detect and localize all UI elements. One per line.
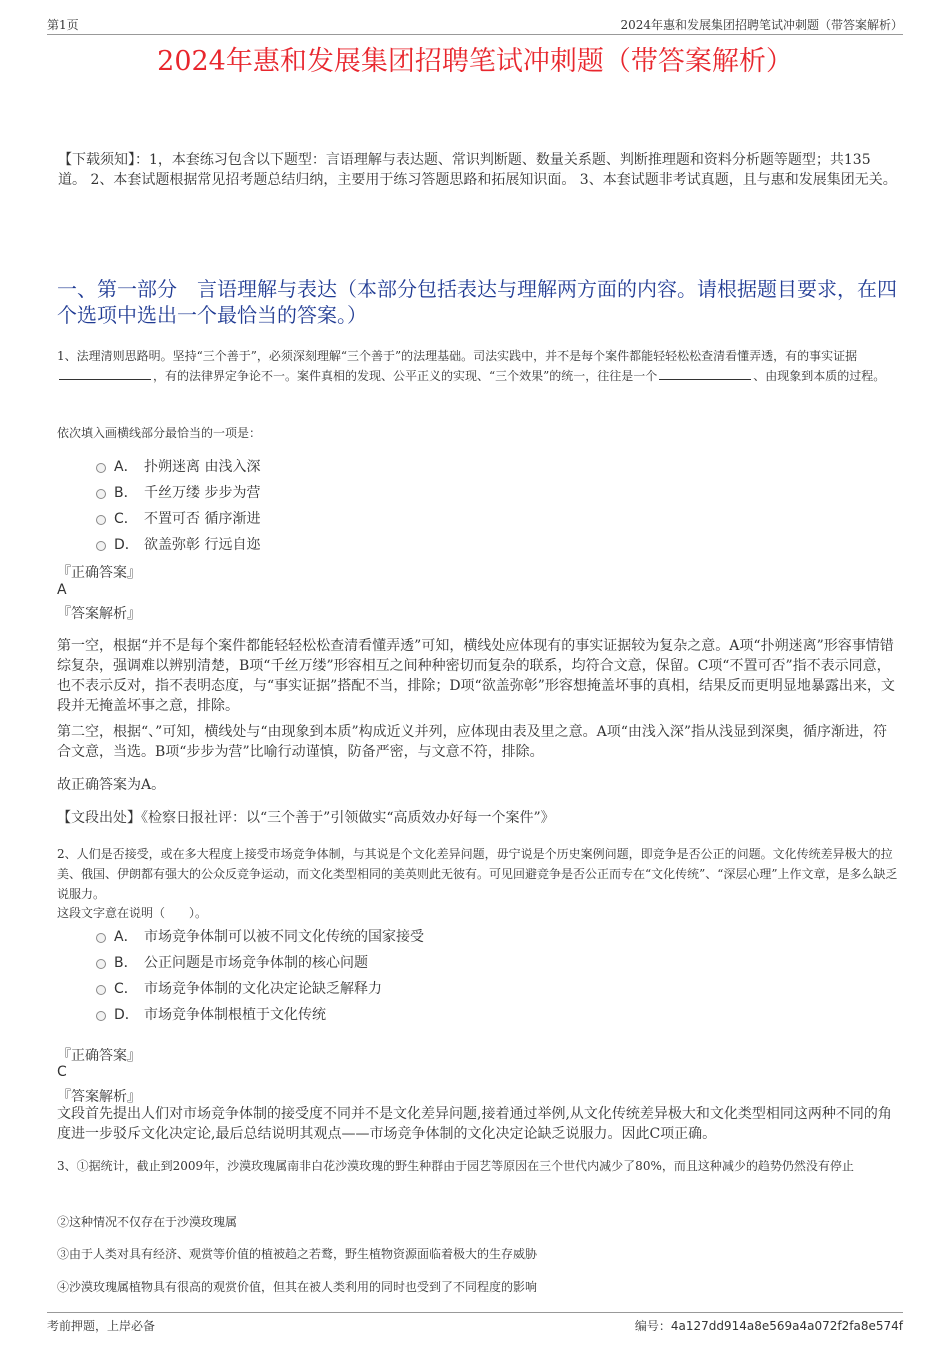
correct-answer-label: 『正确答案』 bbox=[57, 1048, 141, 1064]
question-1-option-d[interactable]: D． 欲盖弥彰 行远自迩 bbox=[96, 534, 260, 554]
radio-icon[interactable] bbox=[96, 959, 106, 969]
analysis-label: 『答案解析』 bbox=[57, 1089, 141, 1105]
page-number: 第1页 bbox=[47, 18, 79, 32]
radio-icon[interactable] bbox=[96, 985, 106, 995]
question-1-option-b[interactable]: B． 千丝万缕 步步为营 bbox=[96, 482, 260, 502]
header-doc-title: 2024年惠和发展集团招聘笔试冲刺题（带答案解析） bbox=[620, 18, 903, 32]
radio-icon[interactable] bbox=[96, 933, 106, 943]
document-title: 2024年惠和发展集团招聘笔试冲刺题（带答案解析） bbox=[157, 46, 793, 77]
question-2-option-a[interactable]: A． 市场竞争体制可以被不同文化传统的国家接受 bbox=[96, 926, 424, 946]
correct-answer: C bbox=[57, 1064, 67, 1080]
analysis-paragraph-1: 第一空，根据“并不是每个案件都能轻轻松松查清看懂弄透”可知，横线处应体现有的事实证据较为复杂之意。A项“扑朔迷离”形容事情错综复杂，强调难以辨别清楚，B项“千丝万缕”形容相互之间种种密切而复杂的联系，均符合文意，保留。C项“不置可否”指不表示同意，也不表示反对，指不表明态度，与“事实证据”搭配不当，排除；D项“欲盖弥彰”形容想掩盖坏事的真相，结果反而更明显地暴露出来，文段并无掩盖坏事之意，排除。 bbox=[57, 638, 895, 714]
correct-answer-label: 『正确答案』 bbox=[57, 565, 141, 581]
question-1-prompt: 依次填入画横线部分最恰当的一项是： bbox=[57, 426, 262, 440]
radio-icon[interactable] bbox=[96, 463, 106, 473]
radio-icon[interactable] bbox=[96, 515, 106, 525]
question-1-option-a[interactable]: A． 扑朔迷离 由浅入深 bbox=[96, 456, 260, 476]
document-id: 编号：4a127dd914a8e569a4a072f2fa8e574f bbox=[634, 1319, 903, 1333]
passage-source: 【文段出处】《检察日报社评：以“三个善于”引领做实“高质效办好每一个案件”》 bbox=[57, 810, 555, 826]
radio-icon[interactable] bbox=[96, 541, 106, 551]
question-3-sentence-2: ②这种情况不仅存在于沙漠玫瑰属 bbox=[57, 1215, 238, 1229]
question-3-sentence-3: ③由于人类对具有经济、观赏等价值的植被趋之若鹜，野生植物资源面临着极大的生存威胁 bbox=[57, 1247, 538, 1261]
download-notice: 【下载须知】：1，本套练习包含以下题型：言语理解与表达题、常识判断题、数量关系题、判断推理题和资料分析题等题型；共135道。 2、本套试题根据常见招考题总结归纳，主要用于练习答题思路和拓展知识面。 3、本套试题非考试真题，且与惠和发展集团无关。 bbox=[58, 152, 897, 188]
analysis-label: 『答案解析』 bbox=[57, 606, 141, 622]
page-footer bbox=[47, 1312, 903, 1335]
section-heading: 一、第一部分 言语理解与表达（本部分包括表达与理解两方面的内容。请根据题目要求，在四个选项中选出一个最恰当的答案。） bbox=[57, 277, 897, 327]
question-2-option-d[interactable]: D． 市场竞争体制根植于文化传统 bbox=[96, 1004, 326, 1024]
question-1-option-c[interactable]: C． 不置可否 循序渐进 bbox=[96, 508, 260, 528]
radio-icon[interactable] bbox=[96, 1011, 106, 1021]
footer-slogan: 考前押题，上岸必备 bbox=[47, 1319, 156, 1333]
correct-answer: A bbox=[57, 582, 67, 598]
question-3-sentence-1: 3、①据统计，截止到2009年，沙漠玫瑰属南非白花沙漠玫瑰的野生种群由于园艺等原因在三个世代内减少了80%，而且这种减少的趋势仍然没有停止 bbox=[57, 1159, 854, 1173]
fill-blank-1 bbox=[59, 367, 151, 380]
question-2-option-b[interactable]: B． 公正问题是市场竞争体制的核心问题 bbox=[96, 952, 368, 972]
analysis-conclusion: 故正确答案为A。 bbox=[57, 777, 166, 793]
analysis-paragraph: 文段首先提出人们对市场竞争体制的接受度不同并不是文化差异问题,接着通过举例,从文化传统差异极大和文化类型相同这两种不同的角度进一步驳斥文化决定论,最后总结说明其观点——市场竞争体制的文化决定论缺乏说服力。因此C项正确。 bbox=[57, 1106, 892, 1142]
question-2-option-c[interactable]: C． 市场竞争体制的文化决定论缺乏解释力 bbox=[96, 978, 382, 998]
fill-blank-2 bbox=[659, 367, 751, 380]
page-header bbox=[47, 14, 903, 35]
question-3-sentence-4: ④沙漠玫瑰属植物具有很高的观赏价值，但其在被人类利用的同时也受到了不同程度的影响 bbox=[57, 1280, 538, 1294]
question-2-stem: 2、人们是否接受，或在多大程度上接受市场竞争体制，与其说是个文化差异问题，毋宁说是个历史案例问题，即竞争是否公正的问题。文化传统差异极大的拉美、俄国、伊朗都有强大的公众反竞争运动，而文化类型相同的美英则此无彼有。可见回避竞争是否公正而专在“文化传统”、“深层心理”上作文章，是多么缺乏说服力。 bbox=[57, 847, 898, 901]
question-1-stem: 1、法理清则思路明。坚持“三个善于”，必须深刻理解“三个善于”的法理基础。司法实践中，并不是每个案件都能轻轻松松查清看懂弄透，有的事实证据，有的法律界定争论不一。案件真相的发现、公平正义的实现、“三个效果”的统一，往往是一个 、由现象到本质的过程。 bbox=[57, 349, 886, 383]
question-2-prompt: 这段文字意在说明（ ）。 bbox=[57, 906, 208, 920]
radio-icon[interactable] bbox=[96, 489, 106, 499]
analysis-paragraph-2: 第二空，根据“、”可知，横线处与“由现象到本质”构成近义并列，应体现由表及里之意。A项“由浅入深”指从浅显到深奥，循序渐进，符合文意，当选。B项“步步为营”比喻行动谨慎，防备严密，与文意不符，排除。 bbox=[57, 724, 888, 760]
